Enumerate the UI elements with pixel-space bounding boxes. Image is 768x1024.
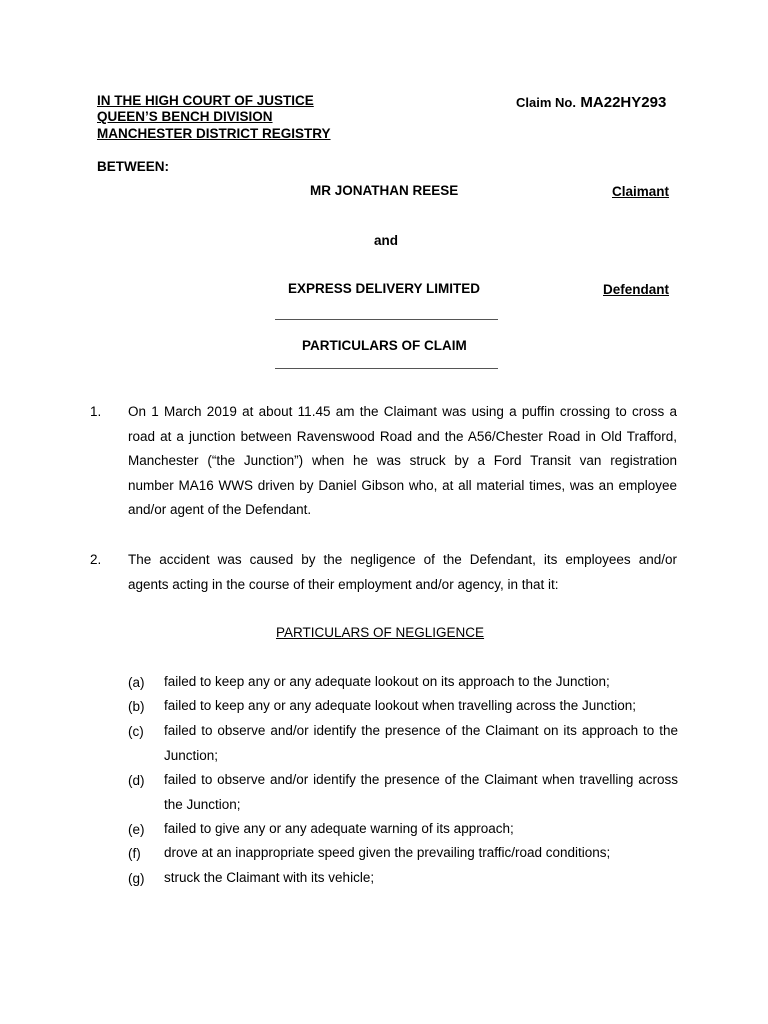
paragraph-line: The accident was caused by the negligence of the Defendant, its employees and/or: [128, 552, 677, 567]
title-divider-bottom: [275, 368, 498, 369]
item-line: failed to observe and/or identify the presence of the Claimant on its approach to the: [164, 723, 678, 738]
defendant-name: EXPRESS DELIVERY LIMITED: [288, 281, 481, 296]
item-b: [164, 694, 678, 719]
item-c: [164, 719, 678, 768]
item-label-f: (f): [128, 846, 141, 861]
item-line: struck the Claimant with its vehicle;: [164, 870, 375, 885]
paragraph-line: Manchester (“the Junction”) when he was struck by a Ford Transit van registration: [128, 453, 677, 468]
title-divider-top: [275, 319, 498, 320]
paragraph-line: and/or agent of the Defendant.: [128, 502, 312, 517]
item-label-a: (a): [128, 675, 145, 690]
court-registry: MANCHESTER DISTRICT REGISTRY: [97, 126, 331, 141]
claimant-name: MR JONATHAN REESE: [310, 183, 459, 198]
item-f: [164, 841, 678, 866]
item-label-e: (e): [128, 822, 145, 837]
item-line: Junction;: [164, 747, 219, 763]
court-division: QUEEN’S BENCH DIVISION: [97, 109, 273, 124]
item-line: the Junction;: [164, 796, 241, 812]
item-line: failed to give any or any adequate warning of its approach;: [164, 821, 514, 836]
claim-number-block: [516, 94, 666, 112]
item-line: failed to keep any or any adequate lookout when travelling across the Junction;: [164, 698, 637, 713]
item-e: [164, 817, 678, 842]
between-label: BETWEEN:: [97, 159, 169, 174]
and-label: and: [374, 233, 399, 248]
paragraph-line: road at a junction between Ravenswood Road and the A56/Chester Road in Old Trafford,: [128, 428, 677, 444]
paragraph-2: [128, 548, 677, 597]
paragraph-line: On 1 March 2019 at about 11.45 am the Claimant was using a puffin crossing to cross a: [128, 404, 677, 419]
paragraph-2-number: 2.: [90, 552, 102, 567]
item-line: failed to keep any or any adequate lookout on its approach to the Junction;: [164, 674, 610, 689]
item-label-b: (b): [128, 699, 145, 714]
claim-number-label: Claim No.: [516, 95, 576, 110]
paragraph-line: agents acting in the course of their employment and/or agency, in that it:: [128, 576, 559, 592]
item-d: [164, 768, 678, 817]
paragraph-1-number: 1.: [90, 404, 102, 419]
paragraph-line: number MA16 WWS driven by Daniel Gibson who, at all material times, was an employee: [128, 477, 677, 493]
item-label-d: (d): [128, 773, 145, 788]
court-name: IN THE HIGH COURT OF JUSTICE: [97, 93, 314, 108]
document-title: PARTICULARS OF CLAIM: [302, 338, 467, 353]
item-label-c: (c): [128, 724, 144, 739]
negligence-heading: PARTICULARS OF NEGLIGENCE: [276, 625, 485, 640]
paragraph-1: [128, 400, 677, 523]
claim-number: MA22HY293: [580, 94, 667, 111]
item-label-g: (g): [128, 871, 145, 886]
item-g: [164, 866, 678, 891]
defendant-role: Defendant: [603, 282, 670, 297]
item-line: drove at an inappropriate speed given the prevailing traffic/road conditions;: [164, 845, 611, 860]
item-line: failed to observe and/or identify the presence of the Claimant when travelling across: [164, 772, 678, 787]
claimant-role: Claimant: [612, 184, 670, 199]
item-a: [164, 670, 678, 695]
